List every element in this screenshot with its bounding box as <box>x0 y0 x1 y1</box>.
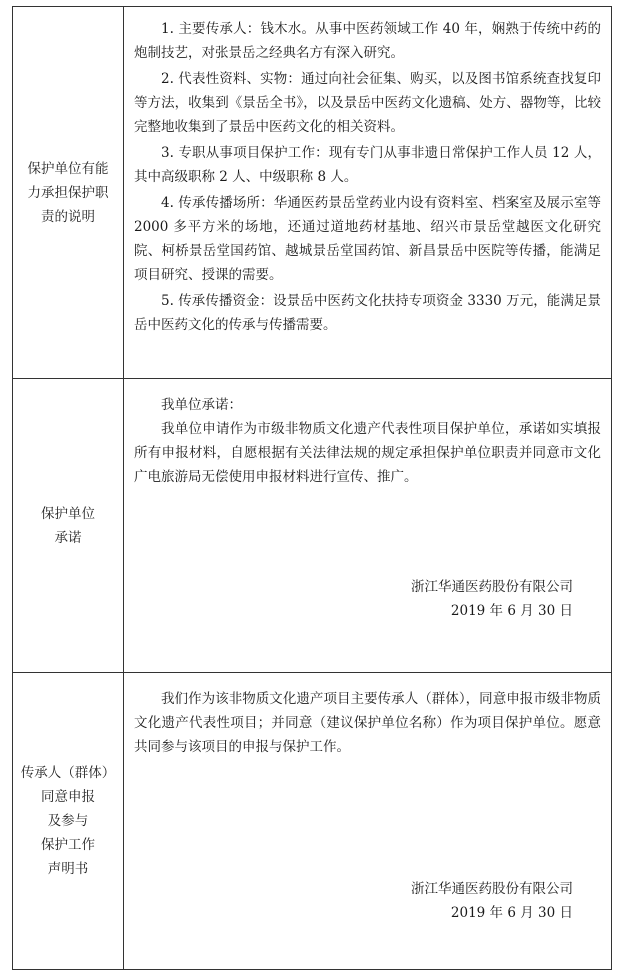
duty-item: 5. 传承传播资金：设景岳中医药文化扶持专项资金 3330 万元，能满足景岳中医药文化的传承与传播需要。 <box>134 293 601 333</box>
duty-label-line: 责的说明 <box>41 208 95 225</box>
duty-row <box>13 7 612 379</box>
duty-item: 4. 传承传播场所：华通医药景岳堂药业内设有资料室、档案室及展示室等 2000 多平方米的场地，还通过道地药材基地、绍兴市景岳堂越医文化研究院、柯桥景岳堂国药馆、越城景岳堂国药馆、新昌景岳中医院等传播，能满足项目研究、授课的需要。 <box>134 195 601 283</box>
inheritor-label-line: 保护工作 <box>41 837 95 853</box>
duty-item: 3. 专职从事项目保护工作：现有专门从事非遗日常保护工作人员 12 人，其中高级职称 2 人、中级职称 8 人。 <box>134 145 601 185</box>
commitment-content-cell <box>124 379 612 673</box>
inheritor-signature-date: 2019 年 6 月 30 日 <box>450 905 573 921</box>
commitment-heading: 我单位承诺： <box>161 397 242 413</box>
commitment-label-cell <box>13 379 124 673</box>
duty-content-cell <box>124 7 612 379</box>
inheritor-label-cell <box>13 673 124 970</box>
inheritor-row <box>13 673 612 970</box>
duty-label-cell <box>13 7 124 379</box>
duty-label-line: 保护单位有能 <box>27 160 109 177</box>
inheritor-signature-org: 浙江华通医药股份有限公司 <box>411 881 573 897</box>
commitment-signature-org: 浙江华通医药股份有限公司 <box>411 579 573 595</box>
duty-item: 1. 主要传承人：钱木水。从事中医药领域工作 40 年，娴熟于传统中药的炮制技艺，对张景岳之经典名方有深入研究。 <box>134 21 601 61</box>
commitment-label-line: 承诺 <box>54 529 82 546</box>
inheritor-label-line: 传承人（群体） <box>20 765 116 781</box>
inheritor-body: 我们作为该非物质文化遗产项目主要传承人（群体），同意申报市级非物质文化遗产代表性项目；并同意（建议保护单位名称）作为项目保护单位。愿意共同参与该项目的申报与保护工作。 <box>134 691 601 755</box>
commitment-body: 我单位申请作为市级非物质文化遗产代表性项目保护单位，承诺如实填报所有申报材料，自愿根据有关法律法规的规定承担保护单位职责并同意市文化广电旅游局无偿使用申报材料进行宣传、推广。 <box>134 421 601 485</box>
duty-label-line: 力承担保护职 <box>27 184 109 201</box>
inheritor-label-line: 及参与 <box>47 813 89 829</box>
inheritor-content-cell <box>124 673 612 970</box>
inheritor-label-line: 声明书 <box>47 861 89 877</box>
application-form-table <box>12 6 612 970</box>
commitment-label-line: 保护单位 <box>41 505 95 522</box>
duty-item: 2. 代表性资料、实物：通过向社会征集、购买，以及图书馆系统查找复印等方法，收集到《景岳全书》，以及景岳中医药文化遗稿、处方、器物等，比较完整地收集到了景岳中医药文化的相关资料。 <box>134 71 601 135</box>
commitment-row <box>13 379 612 673</box>
inheritor-label-line: 同意申报 <box>41 789 95 805</box>
commitment-signature-date: 2019 年 6 月 30 日 <box>450 603 573 619</box>
